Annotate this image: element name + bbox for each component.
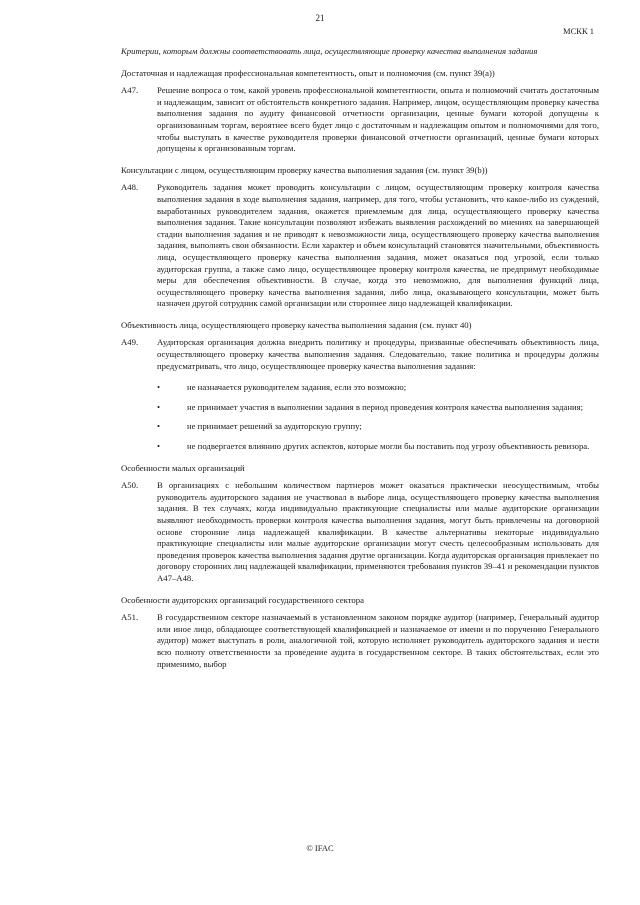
bullet-icon: • xyxy=(157,421,161,432)
list-item-text: не подвергается влиянию других аспектов, которые могли бы поставить под угрозу объективность ревизора. xyxy=(187,441,590,452)
section-consultations xyxy=(121,165,599,310)
section-competence xyxy=(121,68,599,155)
section-small-entities xyxy=(121,463,599,585)
list-item xyxy=(157,441,599,453)
paragraph-a51 xyxy=(121,612,599,670)
bullet-icon: • xyxy=(157,441,161,452)
section-heading: Объективность лица, осуществляющего проверку качества выполнения задания (см. пункт 40) xyxy=(121,319,472,330)
paragraph-text: В организациях с небольшим количеством партнеров может оказаться практически неосуществимым, чтобы руководитель аудиторского задания не участвовал в выборе лица, осуществляющего проверку качества выполнения задания. В тех случаях, когда индивидуально практикующие специалисты или малые аудиторские организации выявляют необходимость проверки контроля качества выполнения задания, могут быть привлечены на договорной основе сторонние лица надлежащей квалификации. В качестве альтернативы некоторые индивидуально практикующие специалисты или малые аудиторские организации могут счесть целесообразным использовать для проведения проверок качества выполнения задания другие организации. Когда аудиторская организация привлекает по договору сторонних лиц надлежащей квалификации, применяются требования пунктов 39–41 и рекомендации пунктов A47–A48. xyxy=(157,480,599,583)
section-heading: Особенности малых организаций xyxy=(121,462,245,473)
paragraph-number: A50. xyxy=(121,480,139,491)
bullet-icon: • xyxy=(157,401,161,412)
page-footer: © IFAC xyxy=(306,843,334,853)
paragraph-a47 xyxy=(121,85,599,155)
page-content xyxy=(121,46,599,680)
section-objectivity xyxy=(121,320,599,453)
paragraph-number: A47. xyxy=(121,85,139,96)
paragraph-a48 xyxy=(121,182,599,310)
paragraph-text: Решение вопроса о том, какой уровень профессиональной компетентности, опыта и полномочий считать достаточным и надлежащим, зависит от обстоятельств конкретного задания. Например, лицом, осуществляющим проверку качества выполнения задания по аудиту финансовой отчетности организации, ценные бумаги которой допущены к организованным торгам, вероятнее всего будет лицо с достаточным и надлежащим опытом и полномочиями для того, чтобы выступать в качестве руководителя проверки финансовой отчетности организаций, ценные бумаги которых допущены к организованным торгам. xyxy=(157,85,599,154)
list-item-text: не принимает решений за аудиторскую группу; xyxy=(187,421,362,432)
bullet-icon: • xyxy=(157,382,161,393)
page-number: 21 xyxy=(315,13,325,23)
paragraph-number: A51. xyxy=(121,612,139,623)
section-heading: Консультации с лицом, осуществляющим проверку качества выполнения задания (см. пункт 39(b)) xyxy=(121,164,488,175)
list-item xyxy=(157,382,599,394)
list-item xyxy=(157,402,599,414)
bullet-list xyxy=(157,382,599,452)
section-heading: Особенности аудиторских организаций государственного сектора xyxy=(121,594,364,605)
document-code: МСКК 1 xyxy=(563,26,594,36)
list-item-text: не назначается руководителем задания, если это возможно; xyxy=(187,382,407,393)
paragraph-a49 xyxy=(121,337,599,372)
paragraph-number: A48. xyxy=(121,182,139,193)
paragraph-text: В государственном секторе назначаемый в установленном законом порядке аудитор (например, Генеральный аудитор или иное лицо, обладающее соответствующей квалификацией и назначаемое от имени и по поручению Генерального аудитор) может выступать в роли, аналогичной той, которую исполняет руководитель аудиторского задания и нести всю полноту ответственности за проведение аудита в государственном секторе. В таких обстоятельствах, если это применимо, выбор xyxy=(157,612,599,669)
paragraph-text: Руководитель задания может проводить консультации с лицом, осуществляющим проверку контроля качества выполнения задания в ходе выполнения задания, например, для того, чтобы установить, что какое-либо из суждений, выработанных руководителем задания, окажется приемлемым для лица, осуществляющего проверку качества выполнения задания. Такие консультации позволяют избежать выявления расхождений во мнениях на завершающей стадии выполнения задания и не приводят к невозможности лица, осуществляющего проверку качества выполнения задания, выполнять свои обязанности. Если характер и объем консультаций становятся значительными, объективность лица, осуществляющего проверку качества выполнения задания, может оказаться под угрозой, если только аудиторская группа, а также само лицо, осуществляющее проверку контроля качества, не предпримут необходимые меры для обеспечения объективности. В случае, когда это невозможно, для выполнения функций лица, осуществляющего проверку качества выполнения задания, либо лица, оказывающего консультации, может быть назначен другой сотрудник самой организации или стороннее лицо надлежащей квалификации. xyxy=(157,182,599,309)
list-item xyxy=(157,421,599,433)
section-heading: Достаточная и надлежащая профессиональная компетентность, опыт и полномочия (см. пункт 39(a)) xyxy=(121,67,495,78)
section-title: Критерии, которым должны соответствовать лица, осуществляющие проверку качества выполнения задания xyxy=(121,46,538,56)
section-public-sector xyxy=(121,595,599,671)
paragraph-number: A49. xyxy=(121,337,139,348)
list-item-text: не принимает участия в выполнении задания в период проведения контроля качества выполнения задания; xyxy=(187,401,584,412)
paragraph-text: Аудиторская организация должна внедрить политику и процедуры, призванные обеспечивать объективность лица, осуществляющего проверку качества выполнения задания. Следовательно, такие политика и процедуры должны предусматривать, что лицо, осуществляющее проверку качества выполнения задания: xyxy=(157,337,599,371)
paragraph-a50 xyxy=(121,480,599,584)
